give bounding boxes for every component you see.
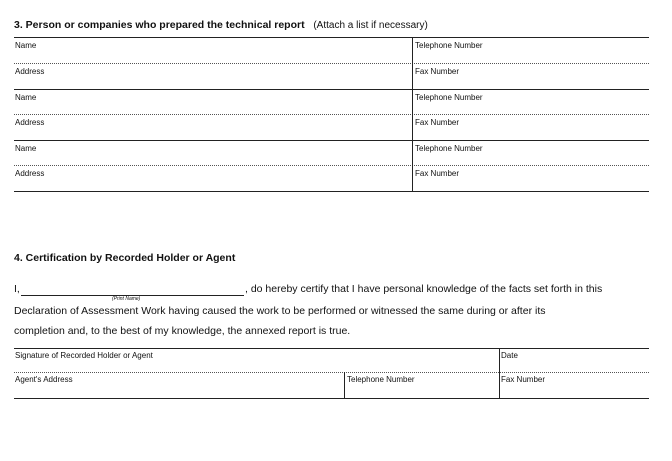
fax-label-1: Fax Number xyxy=(415,67,460,76)
address-label-1: Address xyxy=(15,67,45,76)
address-field-1[interactable] xyxy=(14,64,411,88)
date-label: Date xyxy=(501,351,518,360)
signature-bottom-border xyxy=(14,398,649,399)
date-column-divider xyxy=(499,348,500,399)
telephone-label-3: Telephone Number xyxy=(415,144,483,153)
name-label-3: Name xyxy=(15,144,37,153)
name-field-2[interactable] xyxy=(14,90,411,114)
fax-label-2: Fax Number xyxy=(415,118,460,127)
telephone-label-2: Telephone Number xyxy=(415,93,483,102)
contacts-bottom-border xyxy=(14,191,649,192)
certify-line-2: Declaration of Assessment Work having caused the work to be performed or witnessed the same during or after its xyxy=(14,305,546,317)
name-label-1: Name xyxy=(15,41,37,50)
section-3-title: 3. Person or companies who prepared the technical report xyxy=(14,19,305,31)
agent-fax-label: Fax Number xyxy=(501,375,546,384)
section-3-heading xyxy=(14,19,428,31)
agent-telephone-label: Telephone Number xyxy=(347,375,415,384)
address-label-3: Address xyxy=(15,169,45,178)
address-field-3[interactable] xyxy=(14,166,411,190)
section-4-title: 4. Certification by Recorded Holder or Agent xyxy=(14,252,236,264)
name-label-2: Name xyxy=(15,93,37,102)
section-3-note: (Attach a list if necessary) xyxy=(313,20,428,31)
name-field-1[interactable] xyxy=(14,38,411,62)
print-name-hint: (Print Name) xyxy=(112,296,141,302)
telephone-label-1: Telephone Number xyxy=(415,41,483,50)
name-field-3[interactable] xyxy=(14,141,411,165)
fax-label-3: Fax Number xyxy=(415,169,460,178)
signature-label: Signature of Recorded Holder or Agent xyxy=(15,351,153,360)
print-name-field[interactable] xyxy=(21,283,244,296)
telephone-column-divider xyxy=(344,372,345,399)
contacts-column-divider xyxy=(412,37,413,192)
certify-line-1-prefix: I, xyxy=(14,283,20,295)
address-label-2: Address xyxy=(15,118,45,127)
date-field[interactable] xyxy=(500,349,649,372)
certify-line-3: completion and, to the best of my knowledge, the annexed report is true. xyxy=(14,325,351,337)
address-field-2[interactable] xyxy=(14,115,411,139)
agents-address-label: Agent's Address xyxy=(15,375,73,384)
certify-line-1-text: , do hereby certify that I have personal knowledge of the facts set forth in this xyxy=(245,283,603,295)
